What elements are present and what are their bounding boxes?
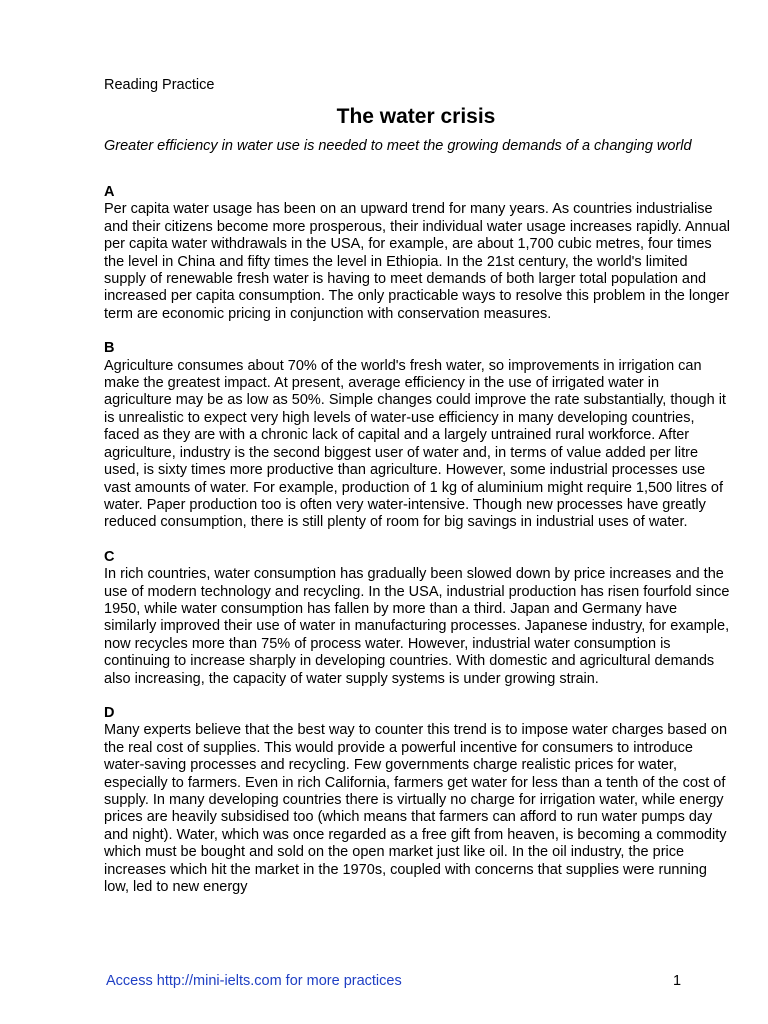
section-c (104, 549, 730, 688)
footer-link[interactable]: Access http://mini-ielts.com for more practices (106, 973, 402, 989)
article-title: The water crisis (336, 105, 496, 128)
section-text: Agriculture consumes about 70% of the world's fresh water, so improvements in irrigation can make the greatest impact. At present, average efficiency in the use of irrigated water in agriculture may be as low as 50%. Simple changes could improve the rate substantially, though it is unrealistic to expect very high levels of water-use efficiency in many developing countries, faced as they are with a chronic lack of capital and a largely untrained rural workforce. After agriculture, industry is the second biggest user of water and, in terms of value added per litre used, is sixty times more productive than agriculture. However, some industrial processes use vast amounts of water. For example, production of 1 kg of aluminium might require 1,500 litres of water. Paper production too is often very water-intensive. Though new processes have greatly reduced consumption, there is still plenty of room for big savings in industrial uses of water. (104, 357, 726, 531)
section-text: Per capita water usage has been on an upward trend for many years. As countries industrialise and their citizens become more prosperous, their individual water usage increases rapidly. Annual per capita water withdrawals in the USA, for example, are about 1,700 cubic metres, four times the level in China and fifty times the level in Ethiopia. In the 21st century, the world's limited supply of renewable fresh water is having to meet demands of both larger total population and increased per capita consumption. The only practicable ways to resolve this problem in the longer term are economic pricing in conjunction with conservation measures. (104, 201, 730, 322)
section-a (104, 184, 730, 323)
section-letter: A (104, 184, 115, 200)
section-d (104, 705, 730, 896)
article-body (104, 184, 730, 913)
header-label: Reading Practice (104, 77, 215, 93)
section-letter: C (104, 548, 115, 565)
section-text: Many experts believe that the best way to counter this trend is to impose water charges based on the real cost of supplies. This would provide a powerful incentive for consumers to introduce water-saving processes and recycling. Few governments charge realistic prices for water, especially to farmers. Even in rich California, farmers get water for less than a tenth of the cost of supply. In many developing countries there is virtually no charge for irrigation water, while energy prices are heavily subsidised too (which means that farmers can afford to run water pumps day and night). Water, which was once regarded as a free gift from heaven, is becoming a commodity which must be bought and sold on the open market just like oil. In the oil industry, the price increases which hit the market in the 1970s, coupled with concerns that supplies were running low, led to new energy (104, 722, 728, 896)
article-subtitle: Greater efficiency in water use is needed to meet the growing demands of a changing world (104, 138, 692, 154)
section-text: In rich countries, water consumption has gradually been slowed down by price increases and the use of modern technology and recycling. In the USA, industrial production has risen fourfold since 1950, while water consumption has fallen by more than a third. Japan and Germany have similarly improved their use of water in manufacturing processes. Japanese industry, for example, now recycles more than 75% of process water. However, industrial water consumption is continuing to increase sharply in developing countries. With domestic and agricultural demands also increasing, the capacity of water supply systems is under growing strain. (104, 566, 730, 687)
page-number: 1 (673, 973, 682, 989)
section-letter: D (104, 704, 115, 721)
section-letter: B (104, 340, 115, 357)
section-b (104, 340, 730, 531)
